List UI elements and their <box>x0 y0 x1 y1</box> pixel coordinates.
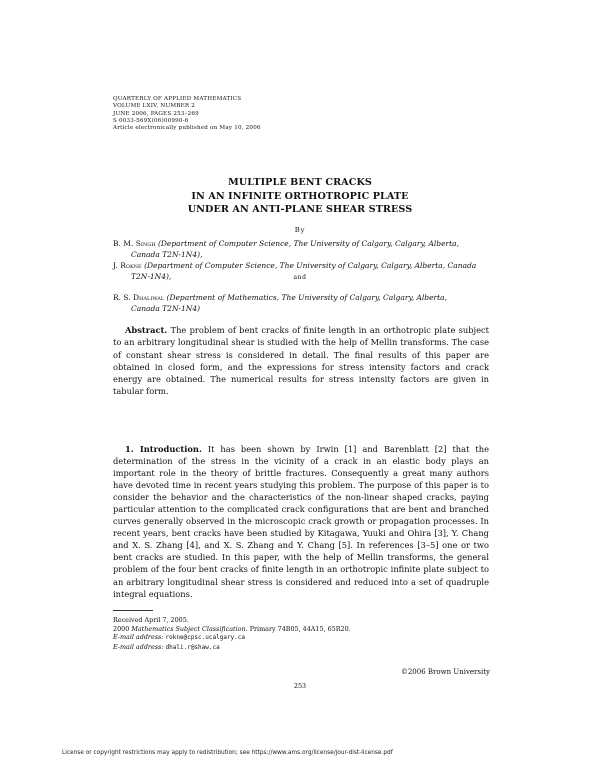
publication-date: Article electronically published on May 10, 2006 <box>113 125 261 132</box>
author-affiliation-cont: Canada T2N-1N4), <box>131 250 203 259</box>
received-date: Received April 7, 2005. <box>113 616 189 624</box>
email-line-2: E-mail address: dhali.r@shaw.ca <box>113 643 220 652</box>
author-affiliation: (Department of Mathematics, The University of Calgary, Calgary, Alberta, <box>166 293 447 302</box>
paper-title <box>110 176 490 217</box>
journal-issn: S 0033-569X(06)00990-6 <box>113 117 189 124</box>
msc-classification: 2000 Mathematics Subject Classification. Primary 74B05, 44A15, 65R20. <box>113 624 351 633</box>
section-heading: 1. Introduction. <box>125 444 202 454</box>
author-1 <box>113 238 489 260</box>
by-label: By <box>294 226 306 234</box>
email-line-1: E-mail address: rokne@cpsc.ucalgary.ca <box>113 633 246 642</box>
author-name: B. M. Singh <box>113 239 156 248</box>
page-number: 253 <box>293 682 307 690</box>
author-affiliation: (Department of Computer Science, The University of Calgary, Calgary, Alberta, Canada <box>144 261 477 270</box>
title-line-2: IN AN INFINITE ORTHOTROPIC PLATE <box>191 190 409 202</box>
copyright-notice: ©2006 Brown University <box>400 668 490 676</box>
author-3 <box>113 292 489 314</box>
email-link[interactable]: rokne@cpsc.ucalgary.ca <box>165 634 246 642</box>
and-label: and <box>293 274 307 281</box>
title-line-1: MULTIPLE BENT CRACKS <box>228 177 372 188</box>
author-affiliation: (Department of Computer Science, The University of Calgary, Calgary, Alberta, <box>157 239 459 248</box>
introduction-section <box>113 443 489 600</box>
author-name: J. Rokne <box>113 261 142 270</box>
journal-volume: VOLUME LXIV, NUMBER 2 <box>113 103 196 110</box>
introduction-text: It has been shown by Irwin [1] and Barenblatt [2] that the determination of the stress in the vicinity of a crack in an elastic body plays an important role in the theory of brittle fractures. Consequently a great many authors have devoted time in recent years studying this problem. The purpose of this paper is to consider the behavior and the characteristics of the non-linear shaped cracks, paying particular attention to the complicated crack configurations that are bent and branched curves generally observed in the microscopic crack growth or propagation processes. In recent years, bent cracks have been studied by Kitagawa, Yuuki and Ohira [3], Y. Chang and X. S. Zhang [4], and X. S. Zhang and Y. Chang [5]. In references [3–5] one or two bent cracks are studied. In this paper, with the help of Mellin transforms, the general problem of the four bent cracks of finite length in an orthotropic infinite plate subject to an arbitrary longitudinal shear stress is considered and reduced into a set of quadruple integral equations. <box>113 444 489 599</box>
license-notice[interactable]: License or copyright restrictions may apply to redistribution; see https://www.ams.org/license/jour-dist-license.pdf <box>62 750 393 756</box>
journal-name: QUARTERLY OF APPLIED MATHEMATICS <box>113 96 242 102</box>
title-line-3: UNDER AN ANTI-PLANE SHEAR STRESS <box>187 204 413 216</box>
author-affiliation-cont: Canada T2N-1N4) <box>131 304 201 313</box>
footnotes <box>113 616 489 653</box>
abstract <box>113 324 489 398</box>
email-link[interactable]: dhali.r@shaw.ca <box>165 644 220 652</box>
footnote-rule <box>113 610 153 611</box>
author-affiliation-cont: T2N-1N4), <box>131 272 172 281</box>
abstract-label: Abstract. <box>125 325 168 335</box>
author-name: R. S. Dhaliwal <box>113 293 165 302</box>
journal-header <box>113 96 413 132</box>
journal-pages: JUNE 2006, PAGES 253–269 <box>113 110 199 117</box>
abstract-text: The problem of bent cracks of finite length in an orthotropic plate subject to an arbitrary longitudinal shear is studied with the help of Mellin transforms. The case of constant shear stress is considered in detail. The final results of this paper are obtained in closed form, and the expressions for stress intensity factors and crack energy are obtained. The numerical results for stress intensity factors are given in tabular form. <box>113 325 489 397</box>
